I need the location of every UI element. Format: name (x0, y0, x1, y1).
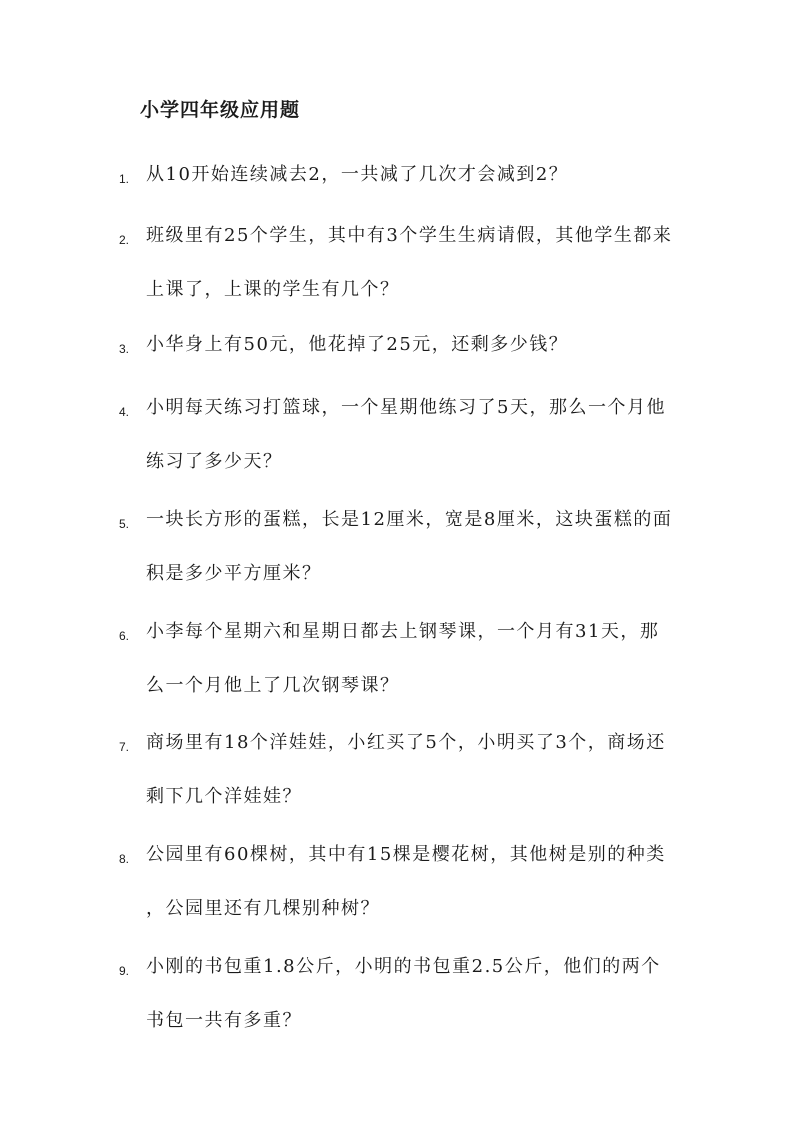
question-text: 小李每个星期六和星期日都去上钢琴课，一个月有31天，那 (146, 621, 660, 642)
question-text-continued: 剩下几个洋娃娃？ (146, 786, 302, 807)
question-number: 7. (119, 740, 130, 754)
question-number: 8. (119, 852, 130, 866)
question-number: 2. (119, 233, 130, 247)
question-text: 一块长方形的蛋糕，长是12厘米，宽是8厘米，这块蛋糕的面 (146, 509, 673, 530)
question-text-continued: 练习了多少天？ (146, 451, 283, 472)
question-text: 商场里有18个洋娃娃，小红买了5个，小明买了3个，商场还 (146, 732, 666, 753)
question-text: 公园里有60棵树，其中有15棵是樱花树，其他树是别的种类 (146, 844, 666, 865)
question-number: 3. (119, 342, 130, 356)
question-number: 1. (119, 172, 130, 186)
question-text-continued: 上课了，上课的学生有几个？ (146, 279, 400, 300)
question-number: 4. (119, 405, 130, 419)
question-text: 小刚的书包重1.8公斤，小明的书包重2.5公斤，他们的两个 (146, 956, 661, 977)
question-text: 小明每天练习打篮球，一个星期他练习了5天，那么一个月他 (146, 397, 666, 418)
question-text-continued: 么一个月他上了几次钢琴课？ (146, 675, 400, 696)
question-text: 班级里有25个学生，其中有3个学生生病请假，其他学生都来 (146, 225, 673, 246)
question-number: 5. (119, 517, 130, 531)
question-text-continued: 书包一共有多重？ (146, 1010, 302, 1031)
question-text-continued: 积是多少平方厘米？ (146, 563, 322, 584)
question-number: 9. (119, 964, 130, 978)
question-number: 6. (119, 629, 130, 643)
document-title: 小学四年级应用题 (140, 99, 301, 121)
question-text-continued: ，公园里还有几棵别种树？ (146, 898, 380, 919)
question-text: 从10开始连续减去2，一共减了几次才会减到2？ (146, 164, 569, 185)
question-text: 小华身上有50元，他花掉了25元，还剩多少钱？ (146, 334, 569, 355)
